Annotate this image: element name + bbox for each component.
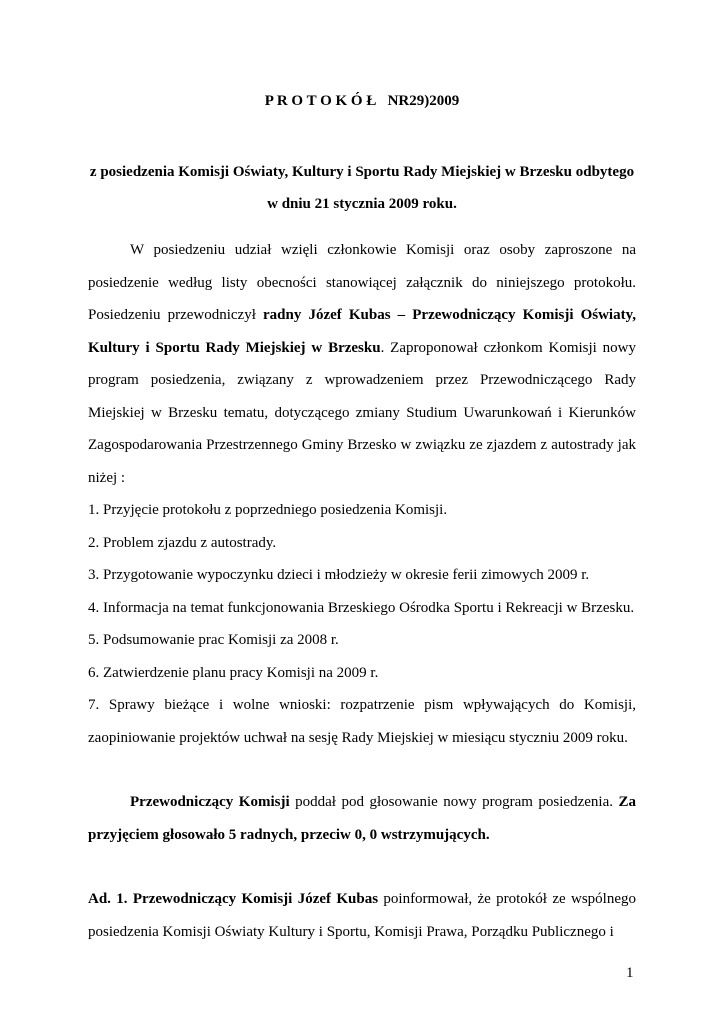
vote-chairman: Przewodniczący Komisji	[130, 794, 290, 810]
agenda-item-2: 2. Problem zjazdu z autostrady.	[88, 534, 277, 551]
spacer	[88, 851, 636, 883]
chairman-name: radny Józef Kubas – Przewodniczący Komisji Oświaty, Kultury i Sportu Rady Miejskiej w Brzesku	[88, 307, 637, 356]
page-number: 1	[626, 965, 634, 981]
intro-paragraph	[88, 234, 636, 494]
vote-paragraph	[88, 786, 636, 851]
spacer	[88, 754, 636, 786]
agenda-item-1: 1. Przyjęcie protokołu z poprzedniego posiedzenia Komisji.	[88, 502, 448, 518]
intro-text-2: . Zaproponował członkom Komisji nowy program posiedzenia, związany z wprowadzeniem przez Przewodniczącego Rady Miejskiej w Brzesku tematu, dotyczącego zmiany Studium Uwarunkowań i Kierunków Zagospodarowania Przestrzennego Gminy Brzesko w związku ze zjazdem z autostrady jak niżej :	[88, 339, 636, 486]
intro-text-1: W posiedzeniu udział wzięli członkowie Komisji oraz osoby zaproszone na posiedzenie według listy obecności stanowiącej załącznik do niniejszego protokołu. Posiedzeniu przewodniczył	[88, 242, 636, 323]
subtitle-line-1: z posiedzenia Komisji Oświaty, Kultury i Sportu Rady Miejskiej w Brzesku odbytego	[89, 164, 635, 180]
ad1-text: poinformował, że protokół ze wspólnego posiedzenia Komisji Oświaty Kultury i Sportu, Komisji Prawa, Porządku Publicznego i	[88, 891, 636, 940]
vote-text: poddał pod głosowanie nowy program posiedzenia.	[289, 794, 619, 810]
ad1-paragraph	[88, 883, 636, 948]
ad1-heading: Ad. 1. Przewodniczący Komisji Józef Kubas	[88, 891, 379, 907]
agenda-item-7: 7. Sprawy bieżące i wolne wnioski: rozpatrzenie pism wpływających do Komisji, zaopiniowanie projektów uchwał na sesję Rady Miejskiej w miesiącu styczniu 2009 roku.	[88, 697, 636, 746]
agenda-item-5: 5. Podsumowanie prac Komisji za 2008 r.	[88, 632, 339, 648]
document-title: P R O T O K Ó Ł NR29)2009	[264, 93, 460, 109]
agenda-item-3: 3. Przygotowanie wypoczynku dzieci i młodzieży w okresie ferii zimowych 2009 r.	[88, 567, 590, 583]
agenda-item-4: 4. Informacja na temat funkcjonowania Brzeskiego Ośrodka Sportu i Rekreacji w Brzesku.	[88, 599, 635, 616]
document-body	[88, 234, 636, 948]
agenda-item-6: 6. Zatwierdzenie planu pracy Komisji na 2009 r.	[88, 664, 379, 681]
vote-result: Za przyjęciem głosowało 5 radnych, przeciw 0, 0 wstrzymujących.	[88, 794, 636, 843]
subtitle-line-2: w dniu 21 stycznia 2009 roku.	[267, 196, 457, 212]
document-subtitle	[88, 156, 636, 220]
